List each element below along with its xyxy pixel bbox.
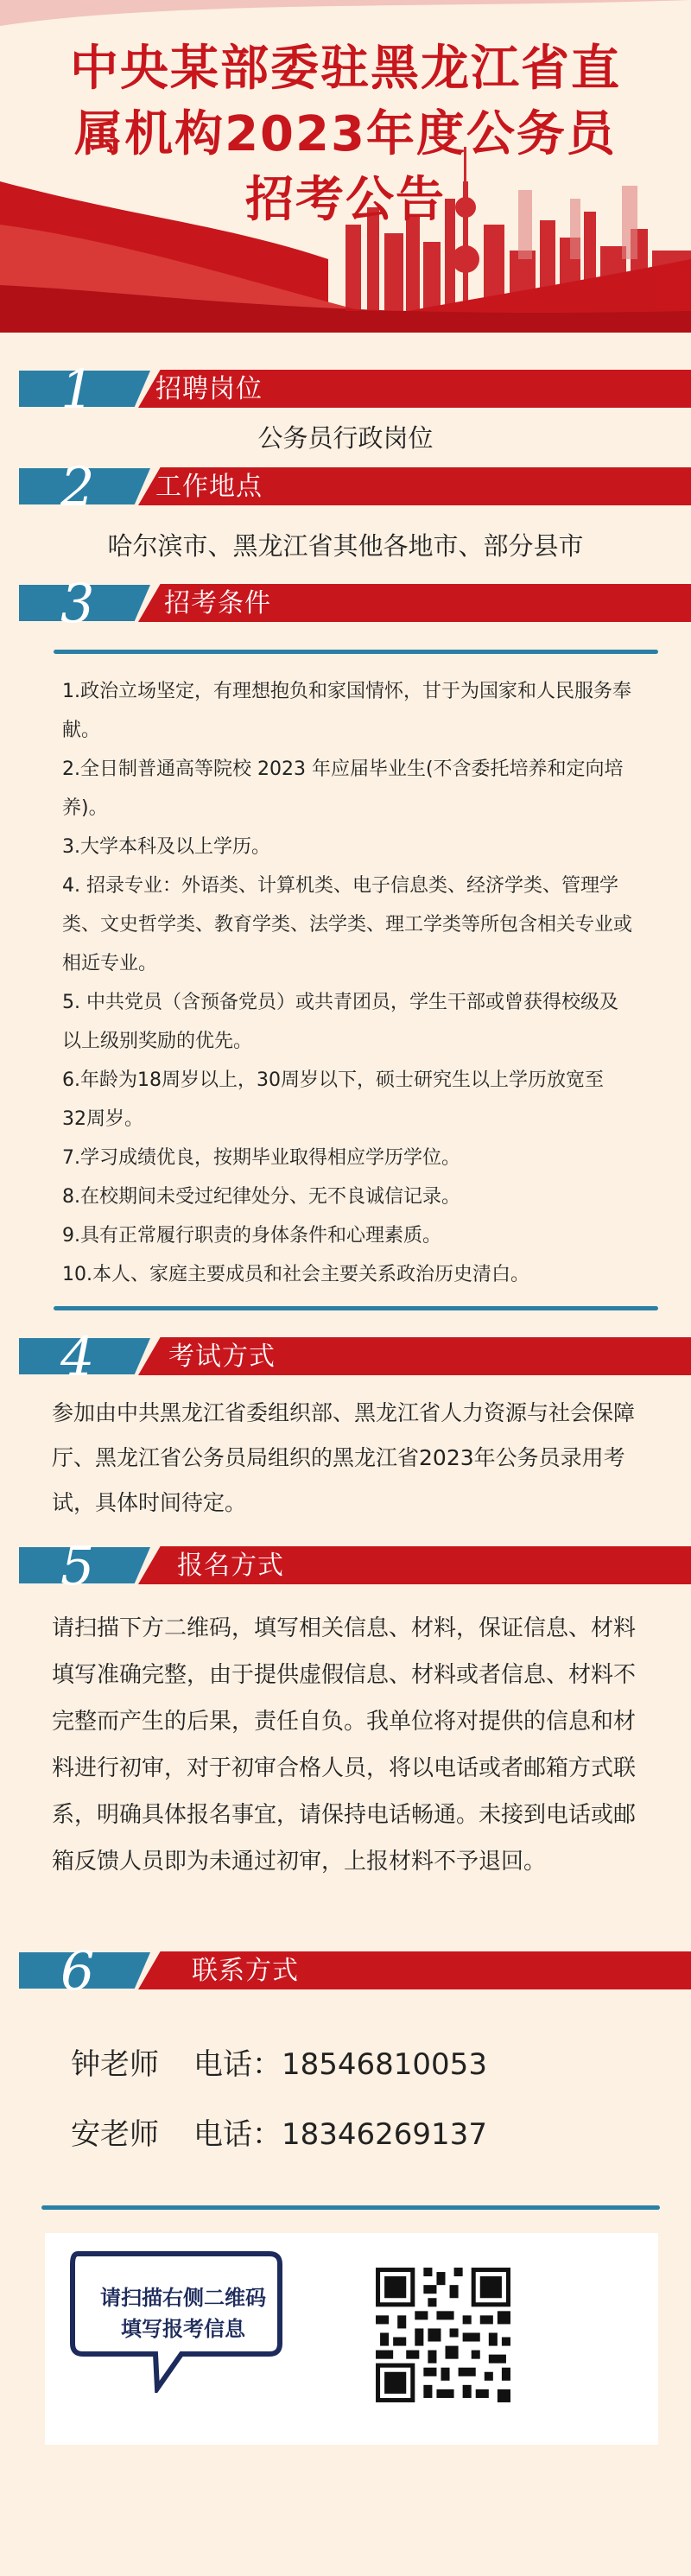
divider (41, 2205, 660, 2210)
section-header-5 (0, 1534, 691, 1597)
title-line-3: 招考公告 (245, 172, 446, 228)
section-header-2 (0, 455, 691, 518)
contact-name: 钟老师 (71, 2047, 159, 2082)
section-title: 报名方式 (177, 1551, 284, 1581)
position-text: 公务员行政岗位 (257, 423, 434, 453)
contact-phone-label: 电话： (193, 2047, 282, 2082)
section-header-4 (0, 1325, 691, 1388)
section-title: 招聘岗位 (155, 374, 263, 404)
condition-item: 4. 招录专业：外语类、计算机类、电子信息类、经济学类、管理学类、文史哲学类、教育学类、法学类、理工学类等所包含相关专业或相近专业。 (62, 875, 633, 974)
section-title: 联系方式 (192, 1956, 299, 1986)
section-number: 2 (60, 455, 95, 518)
condition-item: 8.在校期间未受过纪律处分、无不良诚信记录。 (62, 1186, 460, 1208)
condition-item: 7.学习成绩优良，按期毕业取得相应学历学位。 (62, 1147, 460, 1169)
contact-row (71, 2040, 522, 2083)
conditions-list (62, 672, 632, 1294)
section-header-1 (0, 358, 691, 421)
title-line-1: 中央某部委驻黑龙江省直 (70, 41, 621, 97)
section-header-6 (0, 1939, 691, 2002)
bubble-text (79, 2282, 287, 2344)
contact-phone[interactable]: 18346269137 (282, 2117, 487, 2152)
section-number: 4 (60, 1325, 95, 1388)
hero-banner (0, 0, 691, 333)
condition-item: 9.具有正常履行职责的身体条件和心理素质。 (62, 1225, 441, 1247)
qr-code-icon[interactable] (371, 2263, 515, 2407)
condition-item: 1.政治立场坚定，有理想抱负和家国情怀，甘于为国家和人民服务奉献。 (62, 681, 631, 741)
section-number: 5 (60, 1534, 95, 1597)
bubble-line-2: 填写报考信息 (121, 2317, 245, 2341)
contact-row (71, 2110, 522, 2153)
section-number: 6 (60, 1939, 95, 2002)
condition-item: 6.年龄为18周岁以上，30周岁以下，硕士研究生以上学历放宽至 32周岁。 (62, 1069, 604, 1130)
condition-item: 2.全日制普通高等院校 2023 年应届毕业生(不含委托培养和定向培养)。 (62, 758, 624, 819)
section-number: 1 (60, 358, 95, 421)
section-title: 考试方式 (168, 1342, 276, 1372)
section-title: 工作地点 (155, 472, 263, 502)
section-title: 招考条件 (164, 588, 271, 619)
contact-name: 安老师 (71, 2117, 159, 2152)
bubble-line-1: 请扫描右侧二维码 (100, 2286, 266, 2310)
contact-phone[interactable]: 18546810053 (282, 2047, 487, 2082)
divider (54, 650, 658, 654)
title-line-2: 属机构2023年度公务员 (74, 106, 617, 162)
signup-text: 请扫描下方二维码，填写相关信息、材料，保证信息、材料填写准确完整，由于提供虚假信息、材料或者信息、材料不完整而产生的后果，责任自负。我单位将对提供的信息和材料进行初审，对于初审合格人员，将以电话或者邮箱方式联系，明确具体报名事宜，请保持电话畅通。未接到电话或邮箱反馈人员即为未通过初审，上报材料不予退回。 (52, 1615, 637, 1875)
divider (54, 1306, 658, 1310)
condition-item: 3.大学本科及以上学历。 (62, 836, 270, 858)
page-title (0, 36, 691, 233)
condition-item: 5. 中共党员（含预备党员）或共青团员，学生干部或曾获得校级及以上级别奖励的优先。 (62, 992, 618, 1052)
location-text: 哈尔滨市、黑龙江省其他各地市、部分县市 (107, 531, 584, 561)
condition-item: 10.本人、家庭主要成员和社会主要关系政治历史清白。 (62, 1264, 529, 1285)
section-header-3 (0, 572, 691, 635)
contact-phone-label: 电话： (193, 2117, 282, 2152)
section-number: 3 (60, 572, 95, 635)
exam-text: 参加由中共黑龙江省委组织部、黑龙江省人力资源与社会保障厅、黑龙江省公务员局组织的黑龙江省2023年公务员录用考试，具体时间待定。 (52, 1400, 636, 1515)
